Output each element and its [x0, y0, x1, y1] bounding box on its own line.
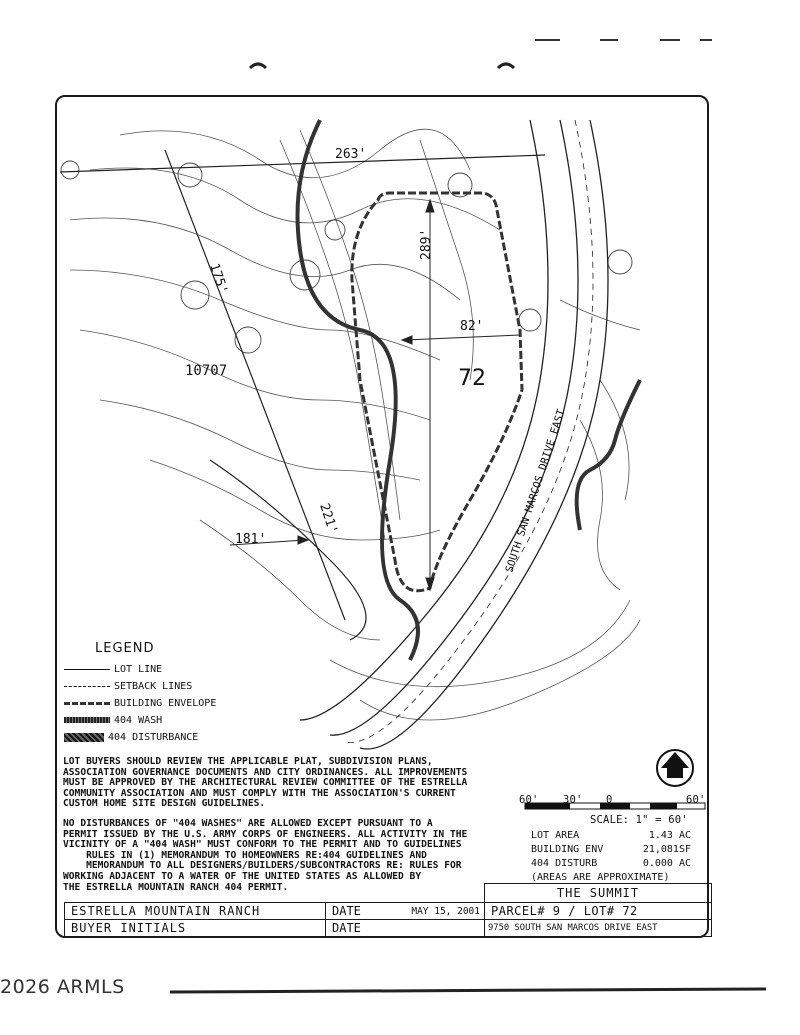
dim-bottom-left-label: 181': [235, 532, 267, 547]
date-label-2: DATE: [332, 921, 361, 935]
buyer-initials-label: BUYER INITIALS: [64, 919, 326, 937]
scale-tick-3: 0: [606, 794, 613, 806]
street-label: SOUTH SAN MARCOS DRIVE EAST: [503, 407, 568, 574]
subdivision-name: THE SUMMIT: [484, 883, 712, 903]
building-env-value: 21,081SF: [642, 844, 691, 855]
dim-width-label: 82': [460, 319, 484, 334]
date-row-2: [325, 919, 485, 937]
dim-left-label: 175': [206, 261, 231, 297]
building-env-label: BUILDING ENV: [531, 844, 604, 855]
parcel-lot-label: PARCEL# 9 / LOT# 72: [484, 902, 712, 920]
legend-label: BUILDING ENVELOPE: [114, 697, 217, 709]
scale-label: SCALE: 1" = 60': [590, 814, 688, 826]
note-404-washes: NO DISTURBANCES OF "404 WASHES" ARE ALLOWED EXCEPT PURSUANT TO A PERMIT ISSUED BY THE U.S. ARMY CORPS OF ENGINEERS. ALL ACTIVITY IN THE VICINITY OF A "404 WASH" MUST CONFORM TO THE PERMIT AND TO GUIDELINES RULES IN (1) MEMORANDUM TO HOMEOWNERS RE:404 GUIDELINES AND MEMORANDUM TO ALL DESIGNERS/BUILDERS/SUBCONTRACTORS RE: RULES FOR WORKING ADJACENT TO A WATER OF THE UNITED STATES AS ALLOWED BY THE ESTRELLA MOUNTAIN RANCH 404 PERMIT.: [63, 818, 468, 893]
disturb-value: 0.000 AC: [642, 858, 691, 869]
lot-area-value: 1.43 AC: [648, 830, 691, 841]
legend-label: 404 WASH: [114, 714, 163, 726]
scale-tick-2: 30': [563, 794, 583, 806]
scale-tick-1: 60': [519, 794, 539, 806]
legend-label: 404 DISTURBANCE: [108, 731, 199, 743]
date-value: MAY 15, 2001: [411, 905, 480, 917]
property-address: 9750 SOUTH SAN MARCOS DRIVE EAST: [484, 919, 712, 937]
dim-vertical-label: 289': [419, 228, 434, 260]
legend-title: LEGEND: [95, 641, 155, 656]
elevation-label: 10707: [185, 363, 228, 379]
legend-label: LOT LINE: [114, 663, 163, 675]
scale-tick-4: 60': [686, 794, 706, 806]
copyright-watermark: 2026 ARMLS: [0, 976, 125, 998]
areas-approx-note: (AREAS ARE APPROXIMATE): [531, 872, 670, 883]
lot-area-label: LOT AREA: [531, 830, 580, 841]
lot-stats: [531, 829, 691, 885]
dim-bottom-label: 221': [316, 501, 341, 537]
date-row-1: [325, 902, 485, 920]
disturb-label: 404 DISTURB: [531, 858, 598, 869]
community-name: ESTRELLA MOUNTAIN RANCH: [64, 902, 326, 920]
lot-number-label: 72: [458, 366, 486, 391]
legend-label: SETBACK LINES: [114, 680, 193, 692]
date-label-1: DATE: [332, 904, 361, 918]
dim-top-label: 263': [335, 147, 367, 162]
note-plat-review: LOT BUYERS SHOULD REVIEW THE APPLICABLE PLAT, SUBDIVISION PLANS, ASSOCIATION GOVERNANCE DOCUMENTS AND CITY ORDINANCES. ALL IMPROVEMENTS MUST BE APPROVED BY THE ARCHITECTURAL REVIEW COMMITTEE OF THE ESTRELLA COMMUNITY ASSOCIATION AND MUST COMPLY WITH THE ASSOCIATION'S CURRENT CUSTOM HOME SITE DESIGN GUIDELINES.: [63, 756, 468, 810]
